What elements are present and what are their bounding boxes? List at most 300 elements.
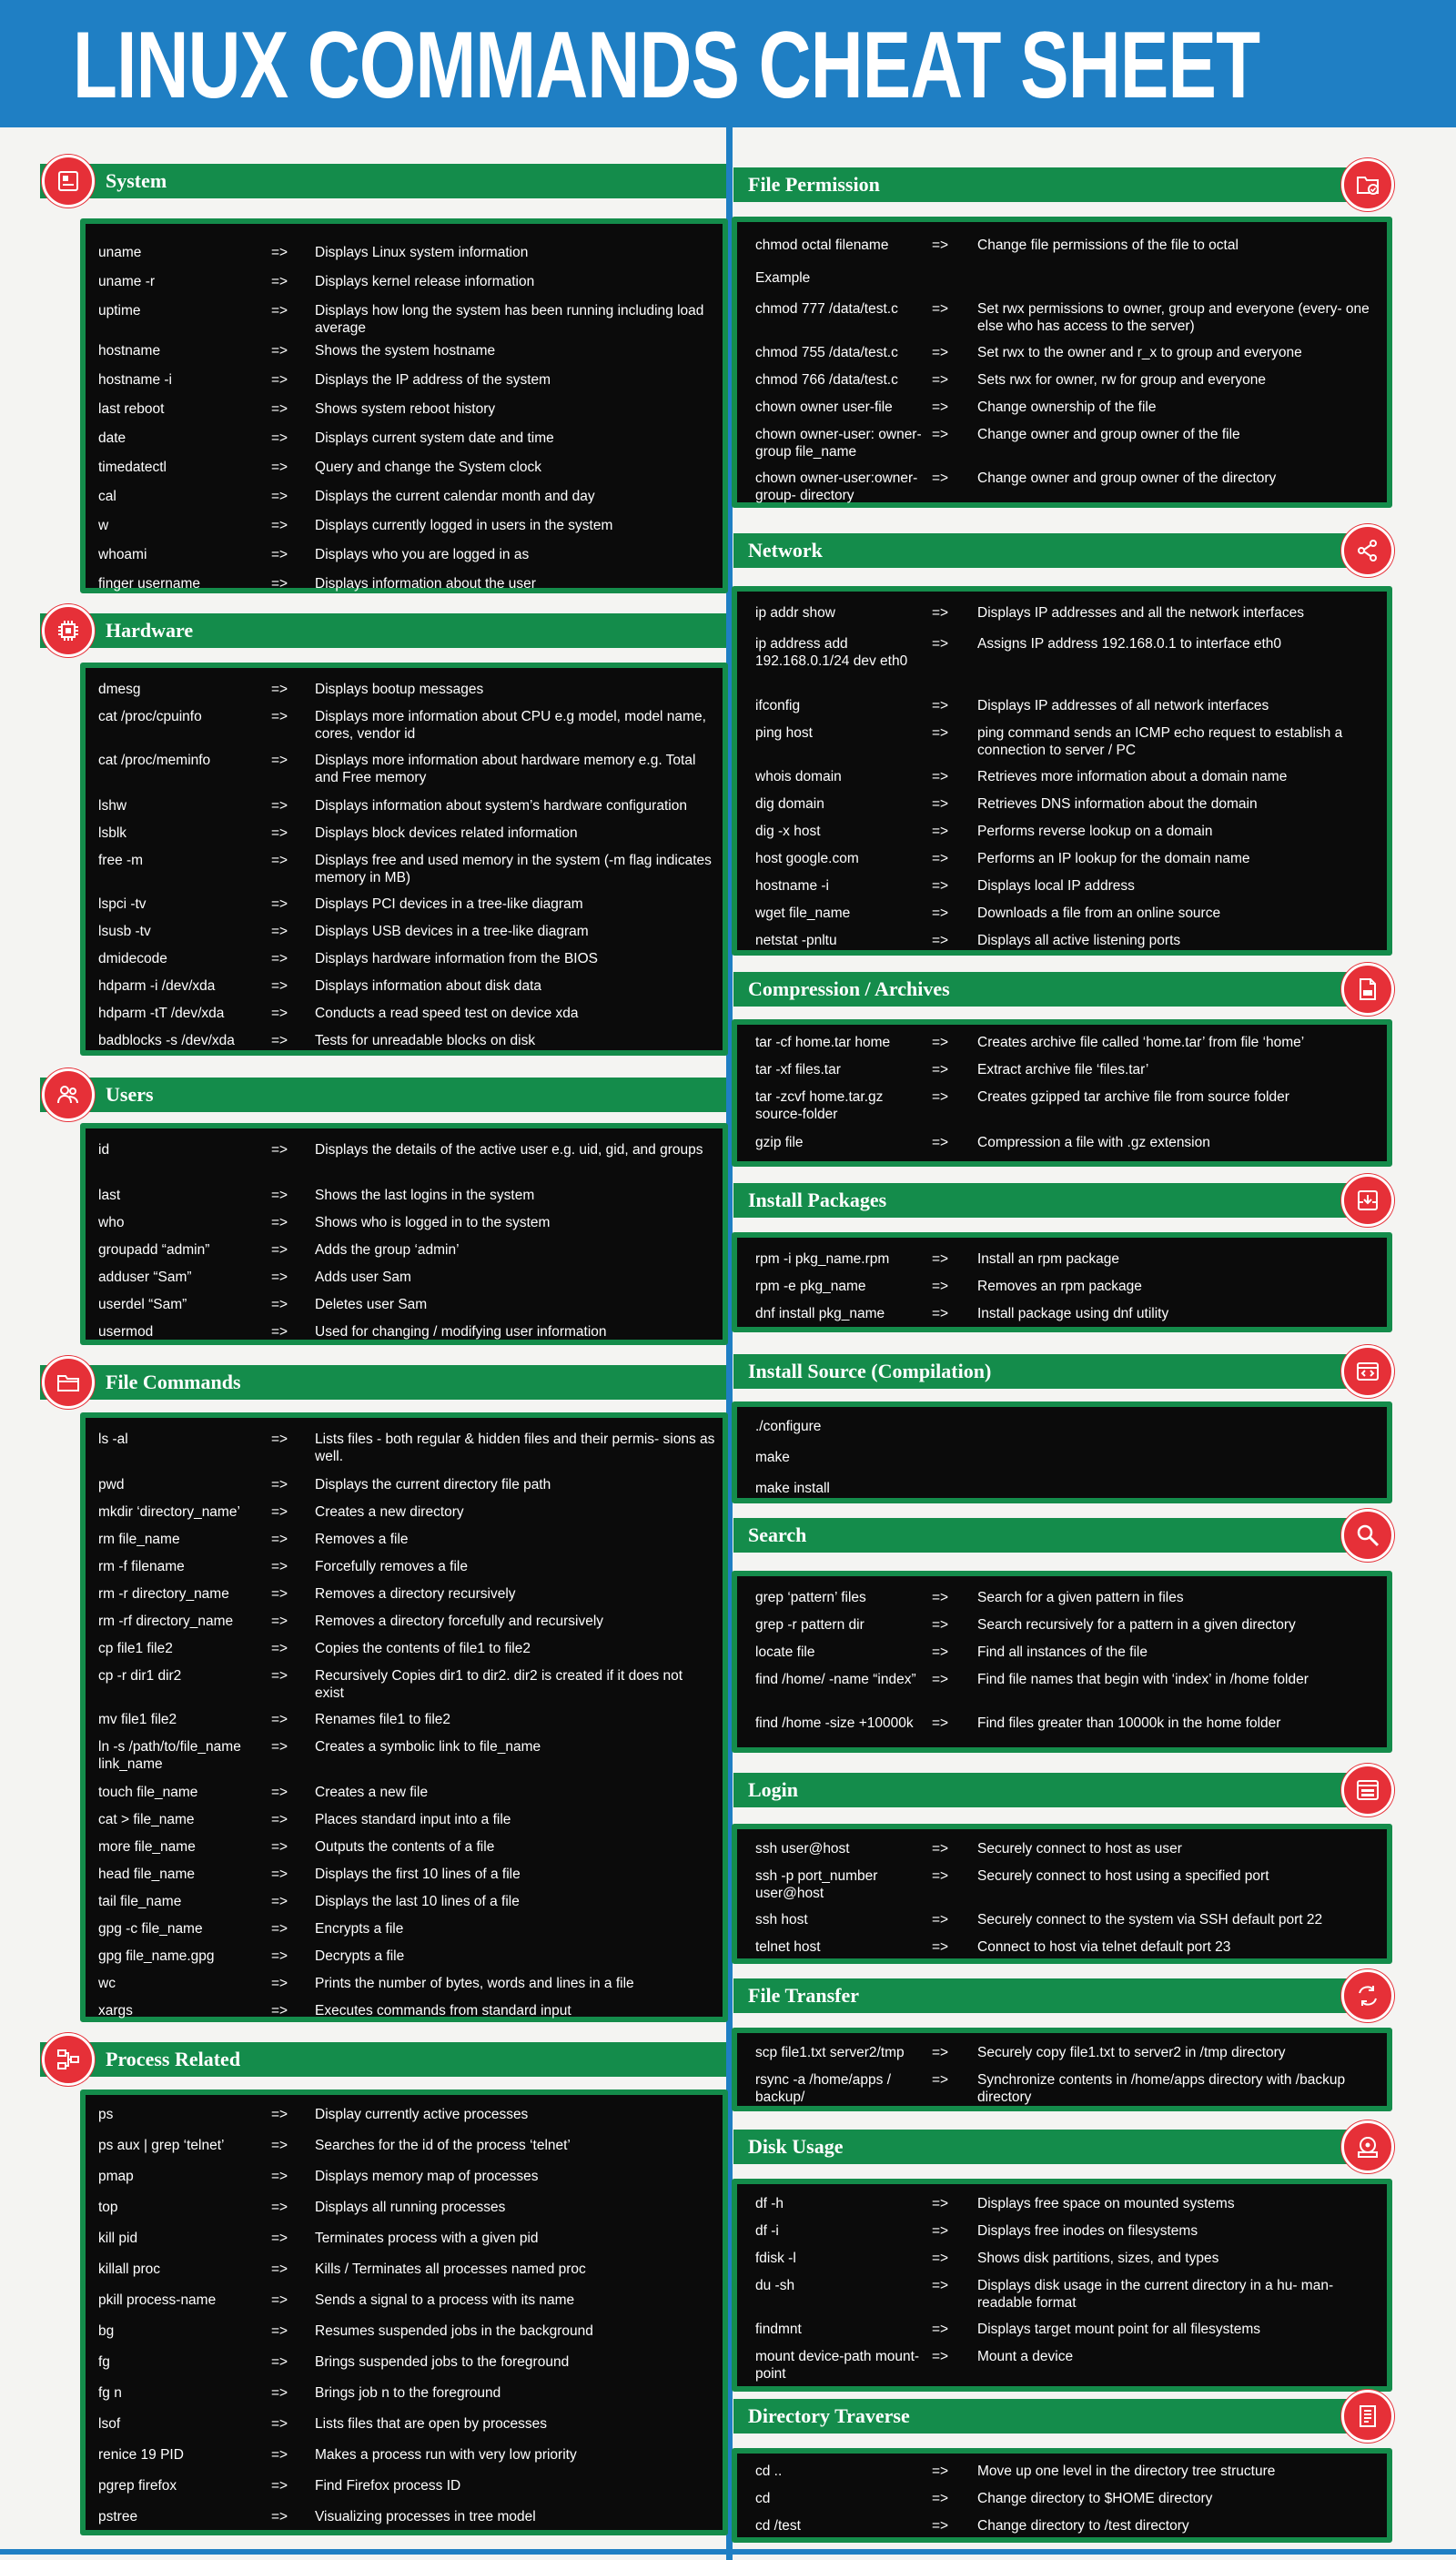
command-text: make: [755, 1450, 790, 1465]
command-panel: [80, 218, 728, 593]
command-text: ping host: [755, 725, 813, 741]
arrow-separator: =>: [932, 400, 949, 415]
arrow-separator: =>: [932, 824, 949, 839]
command-description: Displays all running processes: [315, 2200, 506, 2215]
arrow-separator: =>: [271, 798, 288, 814]
arrow-separator: =>: [271, 1142, 288, 1158]
section-header-bar: [733, 1183, 1387, 1218]
command-text: telnet host: [755, 1939, 821, 1955]
command-description: Displays hardware information from the BIOS: [315, 951, 598, 966]
command-description: Displays the IP address of the system: [315, 372, 551, 388]
command-text: ifconfig: [755, 698, 801, 713]
command-description: Resumes suspended jobs in the background: [315, 2323, 593, 2339]
command-description: Securely copy file1.txt to server2 in /tmp directory: [977, 2045, 1286, 2060]
download-box-icon: [1341, 1174, 1394, 1227]
command-text: adduser “Sam”: [98, 1270, 192, 1285]
arrow-separator: =>: [271, 1006, 288, 1021]
command-text: lshw: [98, 798, 127, 814]
command-text: df -h: [755, 2196, 784, 2211]
arrow-separator: =>: [271, 430, 288, 446]
arrow-separator: =>: [271, 547, 288, 562]
command-description: Displays more information about CPU e.g model, model name, cores, vendor id: [315, 709, 706, 742]
command-text: tail file_name: [98, 1894, 182, 1909]
section-header-bar: [733, 1354, 1387, 1389]
command-description: Change file permissions of the file to octal: [977, 238, 1239, 253]
command-description: Change owner and group owner of the file: [977, 427, 1240, 442]
command-text: netstat -pnltu: [755, 933, 837, 948]
command-description: Displays the details of the active user e.g. uid, gid, and groups: [315, 1142, 703, 1158]
command-text: cd /test: [755, 2518, 801, 2534]
arrow-separator: =>: [932, 698, 949, 713]
command-panel: [80, 2089, 728, 2535]
command-description: Searches for the id of the process ‘telnet’: [315, 2138, 571, 2153]
command-description: Displays free and used memory in the system (-m flag indicates memory in MB): [315, 853, 712, 885]
command-text: finger username: [98, 576, 201, 592]
command-description: Set rwx permissions to owner, group and everyone (every- one else who has access to the server): [977, 301, 1370, 334]
command-panel: [732, 1019, 1392, 1167]
command-text: tar -zcvf home.tar.gz source-folder: [755, 1089, 884, 1122]
command-text: usermod: [98, 1324, 154, 1340]
search-icon: [1341, 1509, 1394, 1562]
command-panel: [80, 663, 728, 1056]
command-description: Displays information about system’s hardware configuration: [315, 798, 687, 814]
command-description: Kills / Terminates all processes named proc: [315, 2262, 586, 2277]
arrow-separator: =>: [932, 238, 949, 253]
section-header-bar: [733, 167, 1387, 202]
arrow-separator: =>: [271, 2509, 288, 2525]
section-title: File Commands: [106, 1371, 241, 1393]
arrow-separator: =>: [932, 345, 949, 360]
arrow-separator: =>: [271, 1739, 288, 1755]
arrow-separator: =>: [271, 978, 288, 994]
command-panel: [732, 1824, 1392, 1964]
command-description: Search for a given pattern in files: [977, 1590, 1184, 1605]
chip-icon: [42, 604, 95, 657]
command-description: Performs reverse lookup on a domain: [977, 824, 1213, 839]
command-text: cd ..: [755, 2464, 783, 2479]
command-text: rm -r directory_name: [98, 1586, 229, 1602]
command-panel: [732, 217, 1392, 508]
arrow-separator: =>: [932, 1644, 949, 1660]
section-title: Compression / Archives: [748, 977, 950, 1000]
command-text: top: [98, 2200, 118, 2215]
arrow-separator: =>: [932, 851, 949, 866]
command-description: Displays current system date and time: [315, 430, 554, 446]
command-text: cat /proc/meminfo: [98, 753, 211, 768]
command-description: Brings suspended jobs to the foreground: [315, 2354, 570, 2370]
command-description: Adds user Sam: [315, 1270, 411, 1285]
arrow-separator: =>: [271, 896, 288, 912]
folder-icon: [42, 1356, 95, 1409]
command-text: pmap: [98, 2169, 134, 2184]
command-description: Displays target mount point for all filesystems: [977, 2322, 1260, 2337]
arrow-separator: =>: [932, 1672, 949, 1687]
section-title: File Permission: [748, 173, 880, 196]
command-description: Synchronize contents in /home/apps directory with /backup directory: [977, 2072, 1346, 2105]
command-text: make install: [755, 1481, 830, 1496]
arrow-separator: =>: [932, 2196, 949, 2211]
arrow-separator: =>: [932, 372, 949, 388]
section-header-bar: [40, 2042, 726, 2077]
command-description: Displays PCI devices in a tree-like diagram: [315, 896, 583, 912]
arrow-separator: =>: [932, 1306, 949, 1321]
command-text: last reboot: [98, 401, 165, 417]
process-icon: [42, 2033, 95, 2086]
command-text: hostname -i: [755, 878, 829, 894]
command-description: Makes a process run with very low priority: [315, 2447, 577, 2463]
arrow-separator: =>: [271, 1921, 288, 1937]
command-description: Change ownership of the file: [977, 400, 1157, 415]
users-icon: [42, 1068, 95, 1121]
arrow-separator: =>: [271, 1668, 288, 1684]
command-description: Change owner and group owner of the directory: [977, 471, 1277, 486]
command-text: w: [98, 518, 109, 533]
arrow-separator: =>: [271, 2385, 288, 2401]
arrow-separator: =>: [271, 1948, 288, 1964]
arrow-separator: =>: [932, 878, 949, 894]
arrow-separator: =>: [271, 303, 288, 319]
command-description: Displays IP addresses of all network interfaces: [977, 698, 1269, 713]
arrow-separator: =>: [932, 725, 949, 741]
command-description: Executes commands from standard input: [315, 2003, 571, 2019]
command-description: Retrieves more information about a domain name: [977, 769, 1288, 784]
command-text: ./configure: [755, 1419, 822, 1434]
arrow-separator: =>: [271, 1976, 288, 1991]
command-description: Deletes user Sam: [315, 1297, 428, 1312]
command-text: gzip file: [755, 1135, 804, 1150]
command-description: Conducts a read speed test on device xda: [315, 1006, 579, 1021]
section-title: Users: [106, 1083, 154, 1106]
command-text: dig -x host: [755, 824, 821, 839]
arrow-separator: =>: [271, 924, 288, 939]
command-text: rsync -a /home/apps / backup/: [755, 2072, 892, 2105]
arrow-separator: =>: [271, 2262, 288, 2277]
command-description: Connect to host via telnet default port 23: [977, 1939, 1231, 1955]
command-text: rm -rf directory_name: [98, 1614, 234, 1629]
command-description: Install package using dnf utility: [977, 1306, 1169, 1321]
command-description: Visualizing processes in tree model: [315, 2509, 536, 2525]
section-title: File Transfer: [748, 1984, 859, 2007]
command-text: ip address add 192.168.0.1/24 dev eth0: [755, 636, 908, 669]
command-description: Sets rwx for owner, rw for group and everyone: [977, 372, 1267, 388]
arrow-separator: =>: [271, 1432, 288, 1447]
arrow-separator: =>: [932, 1841, 949, 1857]
command-description: Shows system reboot history: [315, 401, 496, 417]
command-text: rpm -e pkg_name: [755, 1279, 866, 1294]
command-text: chown owner-user:owner-group- directory: [755, 471, 918, 503]
command-description: Displays the first 10 lines of a file: [315, 1867, 521, 1882]
arrow-separator: =>: [271, 1785, 288, 1800]
command-text: xargs: [98, 2003, 133, 2019]
command-text: touch file_name: [98, 1785, 198, 1800]
command-text: uname -r: [98, 274, 156, 289]
command-description: Displays local IP address: [977, 878, 1135, 894]
command-description: Find Firefox process ID: [315, 2478, 461, 2494]
command-panel: [732, 2448, 1392, 2543]
command-text: gpg -c file_name: [98, 1921, 203, 1937]
arrow-separator: =>: [932, 1062, 949, 1078]
section-title: Disk Usage: [748, 2135, 844, 2158]
command-description: Recursively Copies dir1 to dir2. dir2 is created if it does not exist: [315, 1668, 683, 1701]
arrow-separator: =>: [271, 951, 288, 966]
command-text: who: [98, 1215, 125, 1230]
command-description: Creates a new file: [315, 1785, 429, 1800]
command-text: locate file: [755, 1644, 815, 1660]
arrow-separator: =>: [271, 460, 288, 475]
command-description: Securely connect to host as user: [977, 1841, 1182, 1857]
command-description: Displays how long the system has been running including load average: [315, 303, 704, 336]
arrow-separator: =>: [932, 427, 949, 442]
command-description: Change directory to /test directory: [977, 2518, 1189, 2534]
arrow-separator: =>: [932, 2072, 949, 2088]
command-text: tar -xf files.tar: [755, 1062, 841, 1078]
command-description: Terminates process with a given pid: [315, 2231, 539, 2246]
section-header-bar: [40, 613, 726, 648]
command-text: dnf install pkg_name: [755, 1306, 885, 1321]
command-description: Displays kernel release information: [315, 274, 535, 289]
command-text: ssh -p port_number user@host: [755, 1868, 878, 1901]
arrow-separator: =>: [271, 1614, 288, 1629]
section-header-bar: [733, 2130, 1387, 2164]
command-text: groupadd “admin”: [98, 1242, 210, 1258]
command-description: ping command sends an ICMP echo request to establish a connection to server / PC: [977, 725, 1343, 758]
arrow-separator: =>: [271, 2169, 288, 2184]
command-text: ip addr show: [755, 605, 835, 621]
section-title: Hardware: [106, 619, 194, 642]
command-text: bg: [98, 2323, 115, 2339]
page-title: LINUX COMMANDS CHEAT SHEET: [73, 13, 1260, 118]
command-text: ls -al: [98, 1432, 128, 1447]
command-text: renice 19 PID: [98, 2447, 184, 2463]
command-description: Lists files - both regular & hidden files and their permis- sions as well.: [315, 1432, 715, 1464]
arrow-separator: =>: [271, 2478, 288, 2494]
command-description: Displays who you are logged in as: [315, 547, 530, 562]
command-description: Find file names that begin with ‘index’ in /home folder: [977, 1672, 1309, 1687]
arrow-separator: =>: [932, 2045, 949, 2060]
command-text: df -i: [755, 2223, 779, 2239]
arrow-separator: =>: [271, 1297, 288, 1312]
command-description: Displays the last 10 lines of a file: [315, 1894, 520, 1909]
arrow-separator: =>: [932, 769, 949, 784]
command-panel: [732, 1232, 1392, 1332]
arrow-separator: =>: [932, 1135, 949, 1150]
command-text: cat > file_name: [98, 1812, 195, 1827]
command-text: lsblk: [98, 825, 127, 841]
section-title: Search: [748, 1523, 807, 1546]
arrow-separator: =>: [932, 636, 949, 652]
command-text: chmod 766 /data/test.c: [755, 372, 898, 388]
section-title: Install Source (Compilation): [748, 1360, 992, 1382]
command-description: Displays free space on mounted systems: [977, 2196, 1235, 2211]
command-description: Copies the contents of file1 to file2: [315, 1641, 531, 1656]
command-description: Removes a directory forcefully and recursively: [315, 1614, 604, 1629]
command-description: Displays IP addresses and all the network interfaces: [977, 605, 1304, 621]
arrow-separator: =>: [932, 2322, 949, 2337]
command-description: Used for changing / modifying user information: [315, 1324, 607, 1340]
arrow-separator: =>: [271, 1324, 288, 1340]
arrow-separator: =>: [271, 1504, 288, 1520]
arrow-separator: =>: [271, 1894, 288, 1909]
command-description: Displays disk usage in the current directory in a hu- man-readable format: [977, 2278, 1334, 2311]
command-description: Mount a device: [977, 2349, 1074, 2364]
command-description: Creates gzipped tar archive file from source folder: [977, 1089, 1289, 1105]
system-icon: [42, 155, 95, 207]
section-title: Login: [748, 1778, 799, 1801]
command-description: Displays the current directory file path: [315, 1477, 551, 1492]
command-text: Example: [755, 270, 811, 286]
arrow-separator: =>: [932, 1035, 949, 1050]
command-text: gpg file_name.gpg: [98, 1948, 215, 1964]
login-window-icon: [1341, 1764, 1394, 1816]
arrow-separator: =>: [271, 709, 288, 724]
command-description: Search recursively for a pattern in a given directory: [977, 1617, 1296, 1633]
command-panel: [80, 1123, 728, 1345]
share-icon: [1341, 524, 1394, 577]
arrow-separator: =>: [271, 2416, 288, 2432]
command-text: chmod octal filename: [755, 238, 889, 253]
arrow-separator: =>: [271, 1812, 288, 1827]
command-description: Displays all active listening ports: [977, 933, 1181, 948]
arrow-separator: =>: [271, 274, 288, 289]
command-panel: [80, 1412, 728, 2022]
command-text: free -m: [98, 853, 144, 868]
command-text: cp file1 file2: [98, 1641, 173, 1656]
command-text: whoami: [98, 547, 147, 562]
section-header-bar: [733, 1978, 1387, 2013]
command-text: whois domain: [755, 769, 842, 784]
command-text: find /home/ -name “index”: [755, 1672, 916, 1687]
arrow-separator: =>: [932, 2251, 949, 2266]
command-description: Display currently active processes: [315, 2107, 529, 2122]
arrow-separator: =>: [271, 682, 288, 697]
command-panel: [732, 2028, 1392, 2111]
arrow-separator: =>: [271, 2292, 288, 2308]
command-text: dmesg: [98, 682, 141, 697]
arrow-separator: =>: [271, 2354, 288, 2370]
command-description: Shows the system hostname: [315, 343, 496, 359]
command-description: Brings job n to the foreground: [315, 2385, 501, 2401]
arrow-separator: =>: [271, 1215, 288, 1230]
command-text: chmod 777 /data/test.c: [755, 301, 898, 317]
command-description: Creates a symbolic link to file_name: [315, 1739, 541, 1755]
command-text: chmod 755 /data/test.c: [755, 345, 898, 360]
command-text: dmidecode: [98, 951, 167, 966]
section-header-bar: [733, 1773, 1387, 1807]
command-description: Creates a new directory: [315, 1504, 464, 1520]
header-banner: [0, 0, 1456, 127]
command-description: Displays the current calendar month and day: [315, 489, 595, 504]
arrow-separator: =>: [932, 605, 949, 621]
command-text: wc: [98, 1976, 116, 1991]
command-text: ssh host: [755, 1912, 808, 1928]
command-text: uname: [98, 245, 142, 260]
command-description: Downloads a file from an online source: [977, 906, 1221, 921]
arrow-separator: =>: [932, 2464, 949, 2479]
arrow-separator: =>: [932, 1617, 949, 1633]
command-description: Encrypts a file: [315, 1921, 404, 1937]
arrow-separator: =>: [932, 2223, 949, 2239]
command-description: Sends a signal to a process with its name: [315, 2292, 575, 2308]
command-text: ssh user@host: [755, 1841, 850, 1857]
command-text: head file_name: [98, 1867, 195, 1882]
command-text: lspci -tv: [98, 896, 147, 912]
section-title: System: [106, 169, 167, 192]
command-panel: [732, 2179, 1392, 2392]
command-description: Prints the number of bytes, words and lines in a file: [315, 1976, 634, 1991]
command-text: pgrep firefox: [98, 2478, 177, 2494]
command-text: cd: [755, 2491, 771, 2506]
command-description: Extract archive file ‘files.tar’: [977, 1062, 1149, 1078]
command-text: cp -r dir1 dir2: [98, 1668, 182, 1684]
command-text: cal: [98, 489, 116, 504]
command-text: tar -cf home.tar home: [755, 1035, 891, 1050]
command-text: chown owner-user: owner-group file_name: [755, 427, 922, 460]
arrow-separator: =>: [271, 2107, 288, 2122]
section-title: Directory Traverse: [748, 2404, 910, 2427]
command-text: grep -r pattern dir: [755, 1617, 864, 1633]
command-description: Find files greater than 10000k in the home folder: [977, 1715, 1281, 1731]
command-text: hostname -i: [98, 372, 172, 388]
arrow-separator: =>: [932, 1912, 949, 1928]
command-text: id: [98, 1142, 110, 1158]
transfer-icon: [1341, 1969, 1394, 2022]
command-description: Displays memory map of processes: [315, 2169, 539, 2184]
command-description: Assigns IP address 192.168.0.1 to interface eth0: [977, 636, 1282, 652]
section-header-bar: [733, 972, 1387, 1007]
document-icon: [1341, 2390, 1394, 2443]
command-text: killall proc: [98, 2262, 161, 2277]
folder-check-icon: [1341, 158, 1394, 211]
command-description: Renames file1 to file2: [315, 1712, 451, 1727]
command-text: badblocks -s /dev/xda: [98, 1033, 235, 1048]
command-description: Retrieves DNS information about the domain: [977, 796, 1258, 812]
command-description: Shows disk partitions, sizes, and types: [977, 2251, 1219, 2266]
command-text: fdisk -l: [755, 2251, 796, 2266]
command-description: Decrypts a file: [315, 1948, 405, 1964]
arrow-separator: =>: [932, 1868, 949, 1884]
section-title: Install Packages: [748, 1189, 887, 1211]
command-text: ln -s /path/to/file_name link_name: [98, 1739, 241, 1772]
arrow-separator: =>: [932, 796, 949, 812]
command-text: pkill process-name: [98, 2292, 217, 2308]
command-text: hostname: [98, 343, 161, 359]
arrow-separator: =>: [271, 1641, 288, 1656]
arrow-separator: =>: [271, 2231, 288, 2246]
command-description: Install an rpm package: [977, 1251, 1119, 1267]
command-description: Securely connect to the system via SSH default port 22: [977, 1912, 1323, 1928]
command-text: lsusb -tv: [98, 924, 151, 939]
command-description: Set rwx to the owner and r_x to group and everyone: [977, 345, 1302, 360]
arrow-separator: =>: [932, 1715, 949, 1731]
command-description: Find all instances of the file: [977, 1644, 1148, 1660]
code-window-icon: [1341, 1345, 1394, 1398]
arrow-separator: =>: [271, 1033, 288, 1048]
command-description: Shows the last logins in the system: [315, 1188, 535, 1203]
command-text: hdparm -tT /dev/xda: [98, 1006, 225, 1021]
arrow-separator: =>: [271, 401, 288, 417]
command-panel: [732, 586, 1392, 956]
command-text: dig domain: [755, 796, 824, 812]
arrow-separator: =>: [271, 1188, 288, 1203]
command-description: Performs an IP lookup for the domain name: [977, 851, 1250, 866]
command-text: mv file1 file2: [98, 1712, 177, 1727]
arrow-separator: =>: [271, 2323, 288, 2339]
arrow-separator: =>: [271, 1242, 288, 1258]
command-description: Displays information about disk data: [315, 978, 541, 994]
command-text: pstree: [98, 2509, 138, 2525]
command-description: Adds the group ‘admin’: [315, 1242, 460, 1258]
command-text: uptime: [98, 303, 141, 319]
